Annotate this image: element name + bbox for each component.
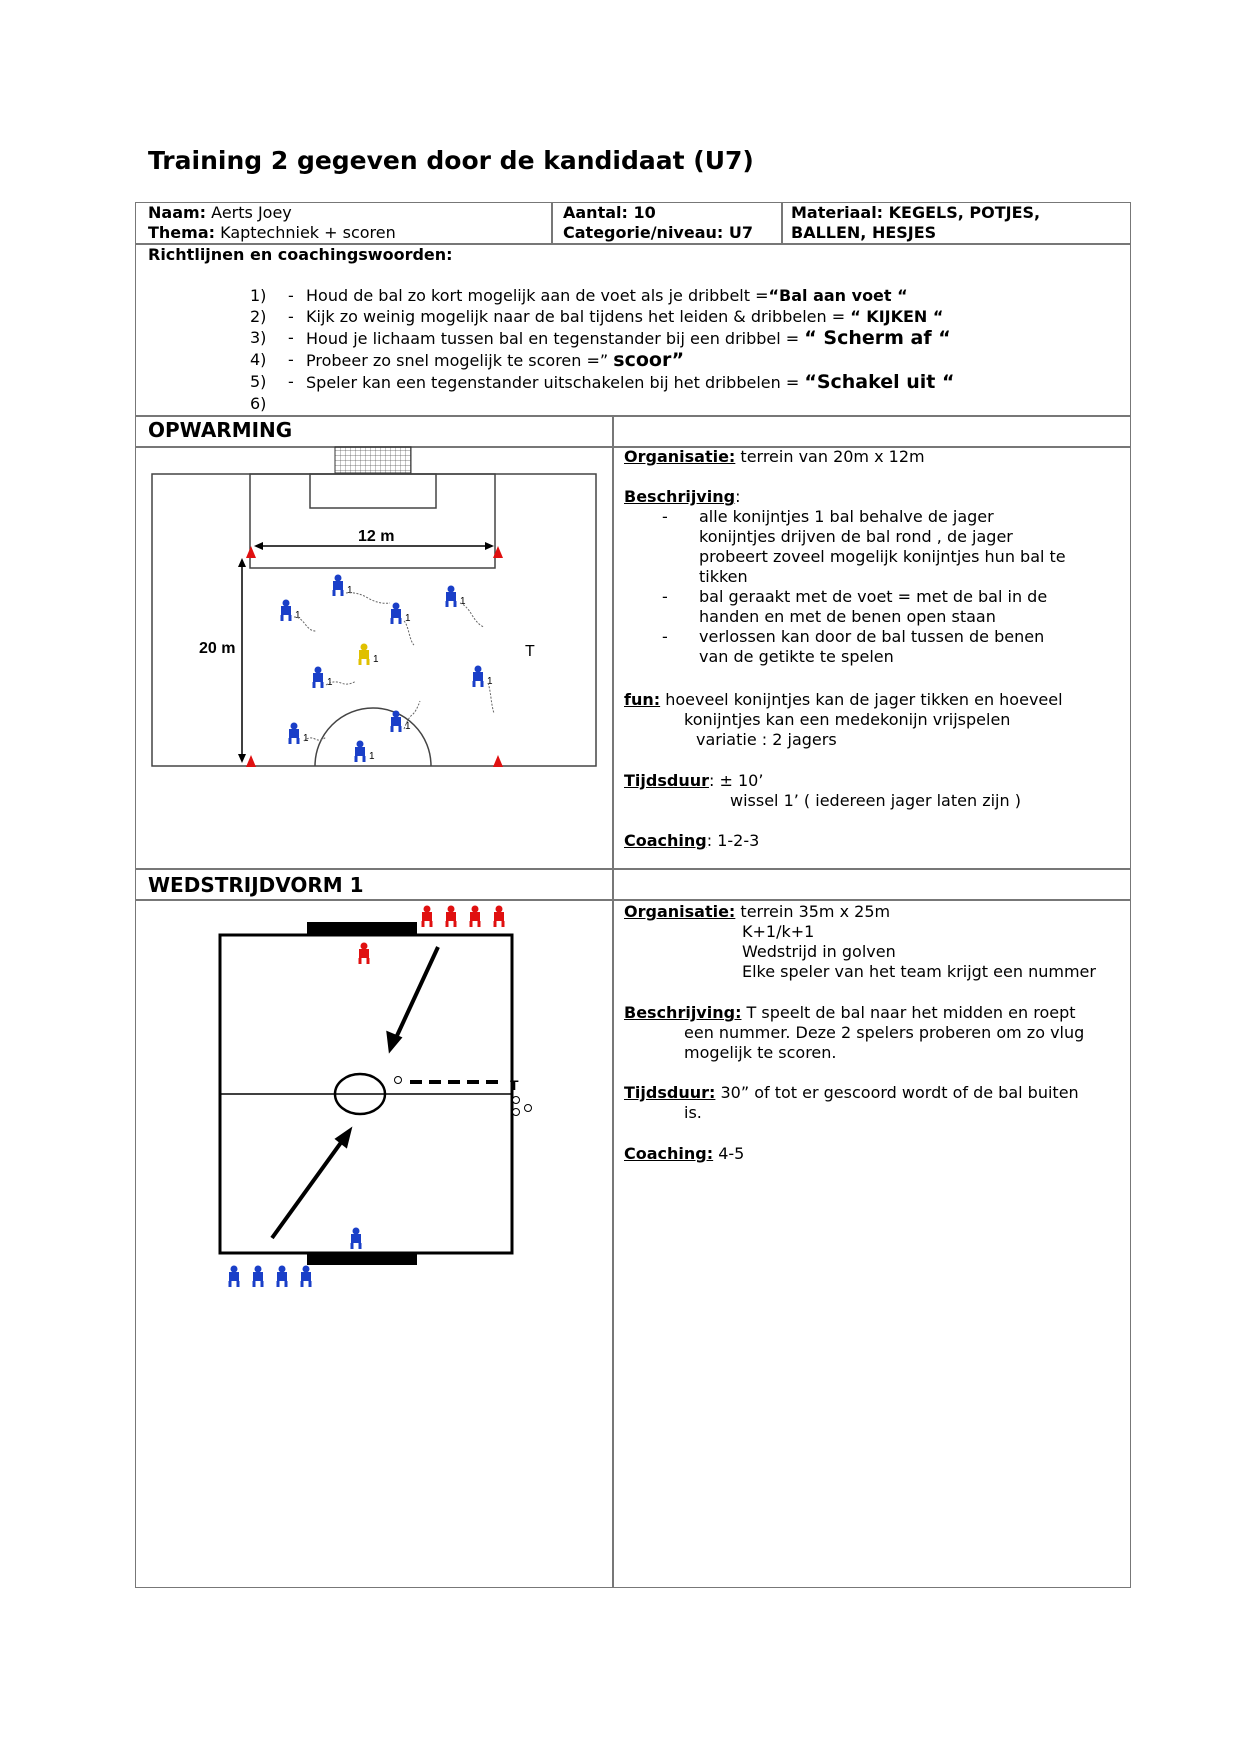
player-number: 1 [347,585,353,596]
richtlijn-number: 5) [250,372,267,391]
wedstrijd-coaching [624,1144,744,1164]
coaching-value: : 1-2-3 [706,831,760,850]
richtlijn-text: Houd de bal zo kort mogelijk aan de voet als je dribbelt = [306,286,769,305]
richtlijnen-heading: Richtlijnen en coachingswoorden: [148,245,453,264]
blue-player-icon [277,1266,287,1288]
richtlijn-keyword: “ Scherm af “ [804,327,951,349]
beschrijving-text: T speelt de bal naar het midden en roept [741,1003,1076,1022]
richtlijn-keyword: “Schakel uit “ [804,371,955,393]
richtlijn-item [306,372,954,393]
thema-value: Kaptechniek + scoren [220,223,396,242]
wedstrijd-beschrijving [624,1003,1076,1023]
bullet-line: tikken [699,567,748,586]
ball-icon [525,1105,532,1112]
blue-player-icon [253,1266,263,1288]
opwarming-coaching [624,831,759,851]
naam-label: Naam: [148,203,207,222]
bullet-dash: - [662,627,668,646]
goal-top [307,922,417,934]
bullet-line: verlossen kan door de bal tussen de benen [699,627,1045,646]
bullet-dash: - [662,507,668,526]
materiaal-line-2: BALLEN, HESJES [791,223,937,242]
player-number: 1 [487,676,493,687]
red-player-icon [446,906,456,928]
trainer-label: T [510,1077,519,1093]
thema-line [148,223,396,243]
red-player-icon [422,906,432,928]
richtlijn-dash: - [288,350,294,369]
richtlijn-dash: - [288,286,294,305]
ball-icon [513,1109,520,1116]
divider [781,202,783,244]
fun-text: hoeveel konijntjes kan de jager tikken en hoeveel [660,690,1063,709]
richtlijn-item [306,286,908,306]
organisatie-line-3: Wedstrijd in golven [742,942,896,961]
bullet-line: handen en met de benen open staan [699,607,996,626]
player-number: 1 [327,677,333,688]
wedstrijd-tijdsduur [624,1083,1079,1103]
bullet-line: bal geraakt met de voet = met de bal in de [699,587,1048,606]
organisatie-line-4: Elke speler van het team krijgt een nummer [742,962,1096,981]
richtlijn-text: Houd je lichaam tussen bal en tegenstander bij een dribbel = [306,329,805,348]
richtlijn-keyword: “ KIJKEN “ [850,307,944,326]
tijdsduur-value: 30” of tot er gescoord wordt of de bal buiten [715,1083,1079,1102]
divider [551,202,553,244]
richtlijn-item [306,350,684,371]
richtlijn-number: 1) [250,286,267,305]
wedstrijd-organisatie [624,902,890,922]
organisatie-value: terrein 35m x 25m [735,902,891,921]
red-player-icon [494,906,504,928]
blue-player-icon [229,1266,239,1288]
wedstrijdvorm-diagram [210,900,550,1300]
divider [135,868,1131,870]
opwarming-heading: OPWARMING [148,418,293,442]
richtlijn-text: Speler kan een tegenstander uitschakelen bij het dribbelen = [306,373,805,392]
tijdsduur-line-1 [624,771,763,791]
tijdsduur-line-2: wissel 1’ ( iedereen jager laten zijn ) [730,791,1021,810]
fun-label: fun: [624,690,661,709]
richtlijn-number: 2) [250,307,267,326]
player-number: 1 [369,751,375,762]
richtlijn-number: 6) [250,394,267,413]
goal-net [335,447,411,473]
player-number: 1 [405,613,411,624]
richtlijn-text: Probeer zo snel mogelijk te scoren =” [306,351,614,370]
bullet-line: alle konijntjes 1 bal behalve de jager [699,507,994,526]
trainer-label: T [525,643,535,660]
materiaal-line-1: Materiaal: KEGELS, POTJES, [791,203,1041,222]
player-number: 1 [373,654,379,665]
richtlijn-number: 4) [250,350,267,369]
richtlijn-dash: - [288,372,294,391]
organisatie-label: Organisatie: [624,447,736,466]
fun-line-2: konijntjes kan een medekonijn vrijspelen [684,710,1011,729]
beschrijving-line-3: mogelijk te scoren. [684,1043,837,1062]
player-number: 1 [405,721,411,732]
blue-player-icon [301,1266,311,1288]
bullet-line: probeert zoveel mogelijk konijntjes hun bal te [699,547,1066,566]
richtlijn-dash: - [288,328,294,347]
coaching-label: Coaching: [624,1144,714,1163]
organisatie-value: terrein van 20m x 12m [735,447,925,466]
naam-line [148,203,292,223]
player-number: 1 [295,610,301,621]
richtlijn-dash: - [288,307,294,326]
richtlijn-item [306,307,943,327]
goal-bottom [307,1253,417,1265]
player-number: 1 [303,733,309,744]
player-number: 1 [460,596,466,607]
page-title: Training 2 gegeven door de kandidaat (U7) [148,146,754,175]
organisatie-label: Organisatie: [624,902,736,921]
richtlijn-number: 3) [250,328,267,347]
ball-icon [513,1097,520,1104]
bullet-dash: - [662,587,668,606]
thema-label: Thema: [148,223,216,242]
organisatie-line-2: K+1/k+1 [742,922,815,941]
opwarming-diagram [150,445,600,770]
opwarming-organisatie [624,447,925,467]
red-player-icon [470,906,480,928]
divider [612,415,614,1588]
width-label: 12 m [358,528,395,545]
richtlijn-keyword: “Bal aan voet “ [768,286,908,305]
bullet-line: van de getikte te spelen [699,647,894,666]
tijdsduur-line-2: is. [684,1103,702,1122]
fun-line-3: variatie : 2 jagers [696,730,837,749]
richtlijn-text: Kijk zo weinig mogelijk naar de bal tijdens het leiden & dribbelen = [306,307,851,326]
richtlijn-keyword: scoor” [613,349,685,371]
height-label: 20 m [199,640,236,657]
beschrijving-label: Beschrijving: [624,1003,742,1022]
fun-line-1 [624,690,1063,710]
tijdsduur-label: Tijdsduur: [624,1083,716,1102]
aantal: Aantal: 10 [563,203,656,222]
beschrijving-line-2: een nummer. Deze 2 spelers proberen om zo vlug [684,1023,1085,1042]
bullet-line: konijntjes drijven de bal rond , de jager [699,527,1013,546]
coaching-label: Coaching [624,831,707,850]
divider [135,415,1131,417]
naam-value: Aerts Joey [211,203,292,222]
wedstrijdvorm-heading: WEDSTRIJDVORM 1 [148,873,364,897]
richtlijn-item [306,328,951,349]
categorie: Categorie/niveau: U7 [563,223,753,242]
tijdsduur-value: : ± 10’ [708,771,764,790]
ball-icon [395,1077,402,1084]
coaching-value: 4-5 [713,1144,745,1163]
beschrijving-label: Beschrijving [624,487,736,506]
opwarming-beschrijving-heading: Beschrijving: [624,487,741,506]
tijdsduur-label: Tijdsduur [624,771,709,790]
